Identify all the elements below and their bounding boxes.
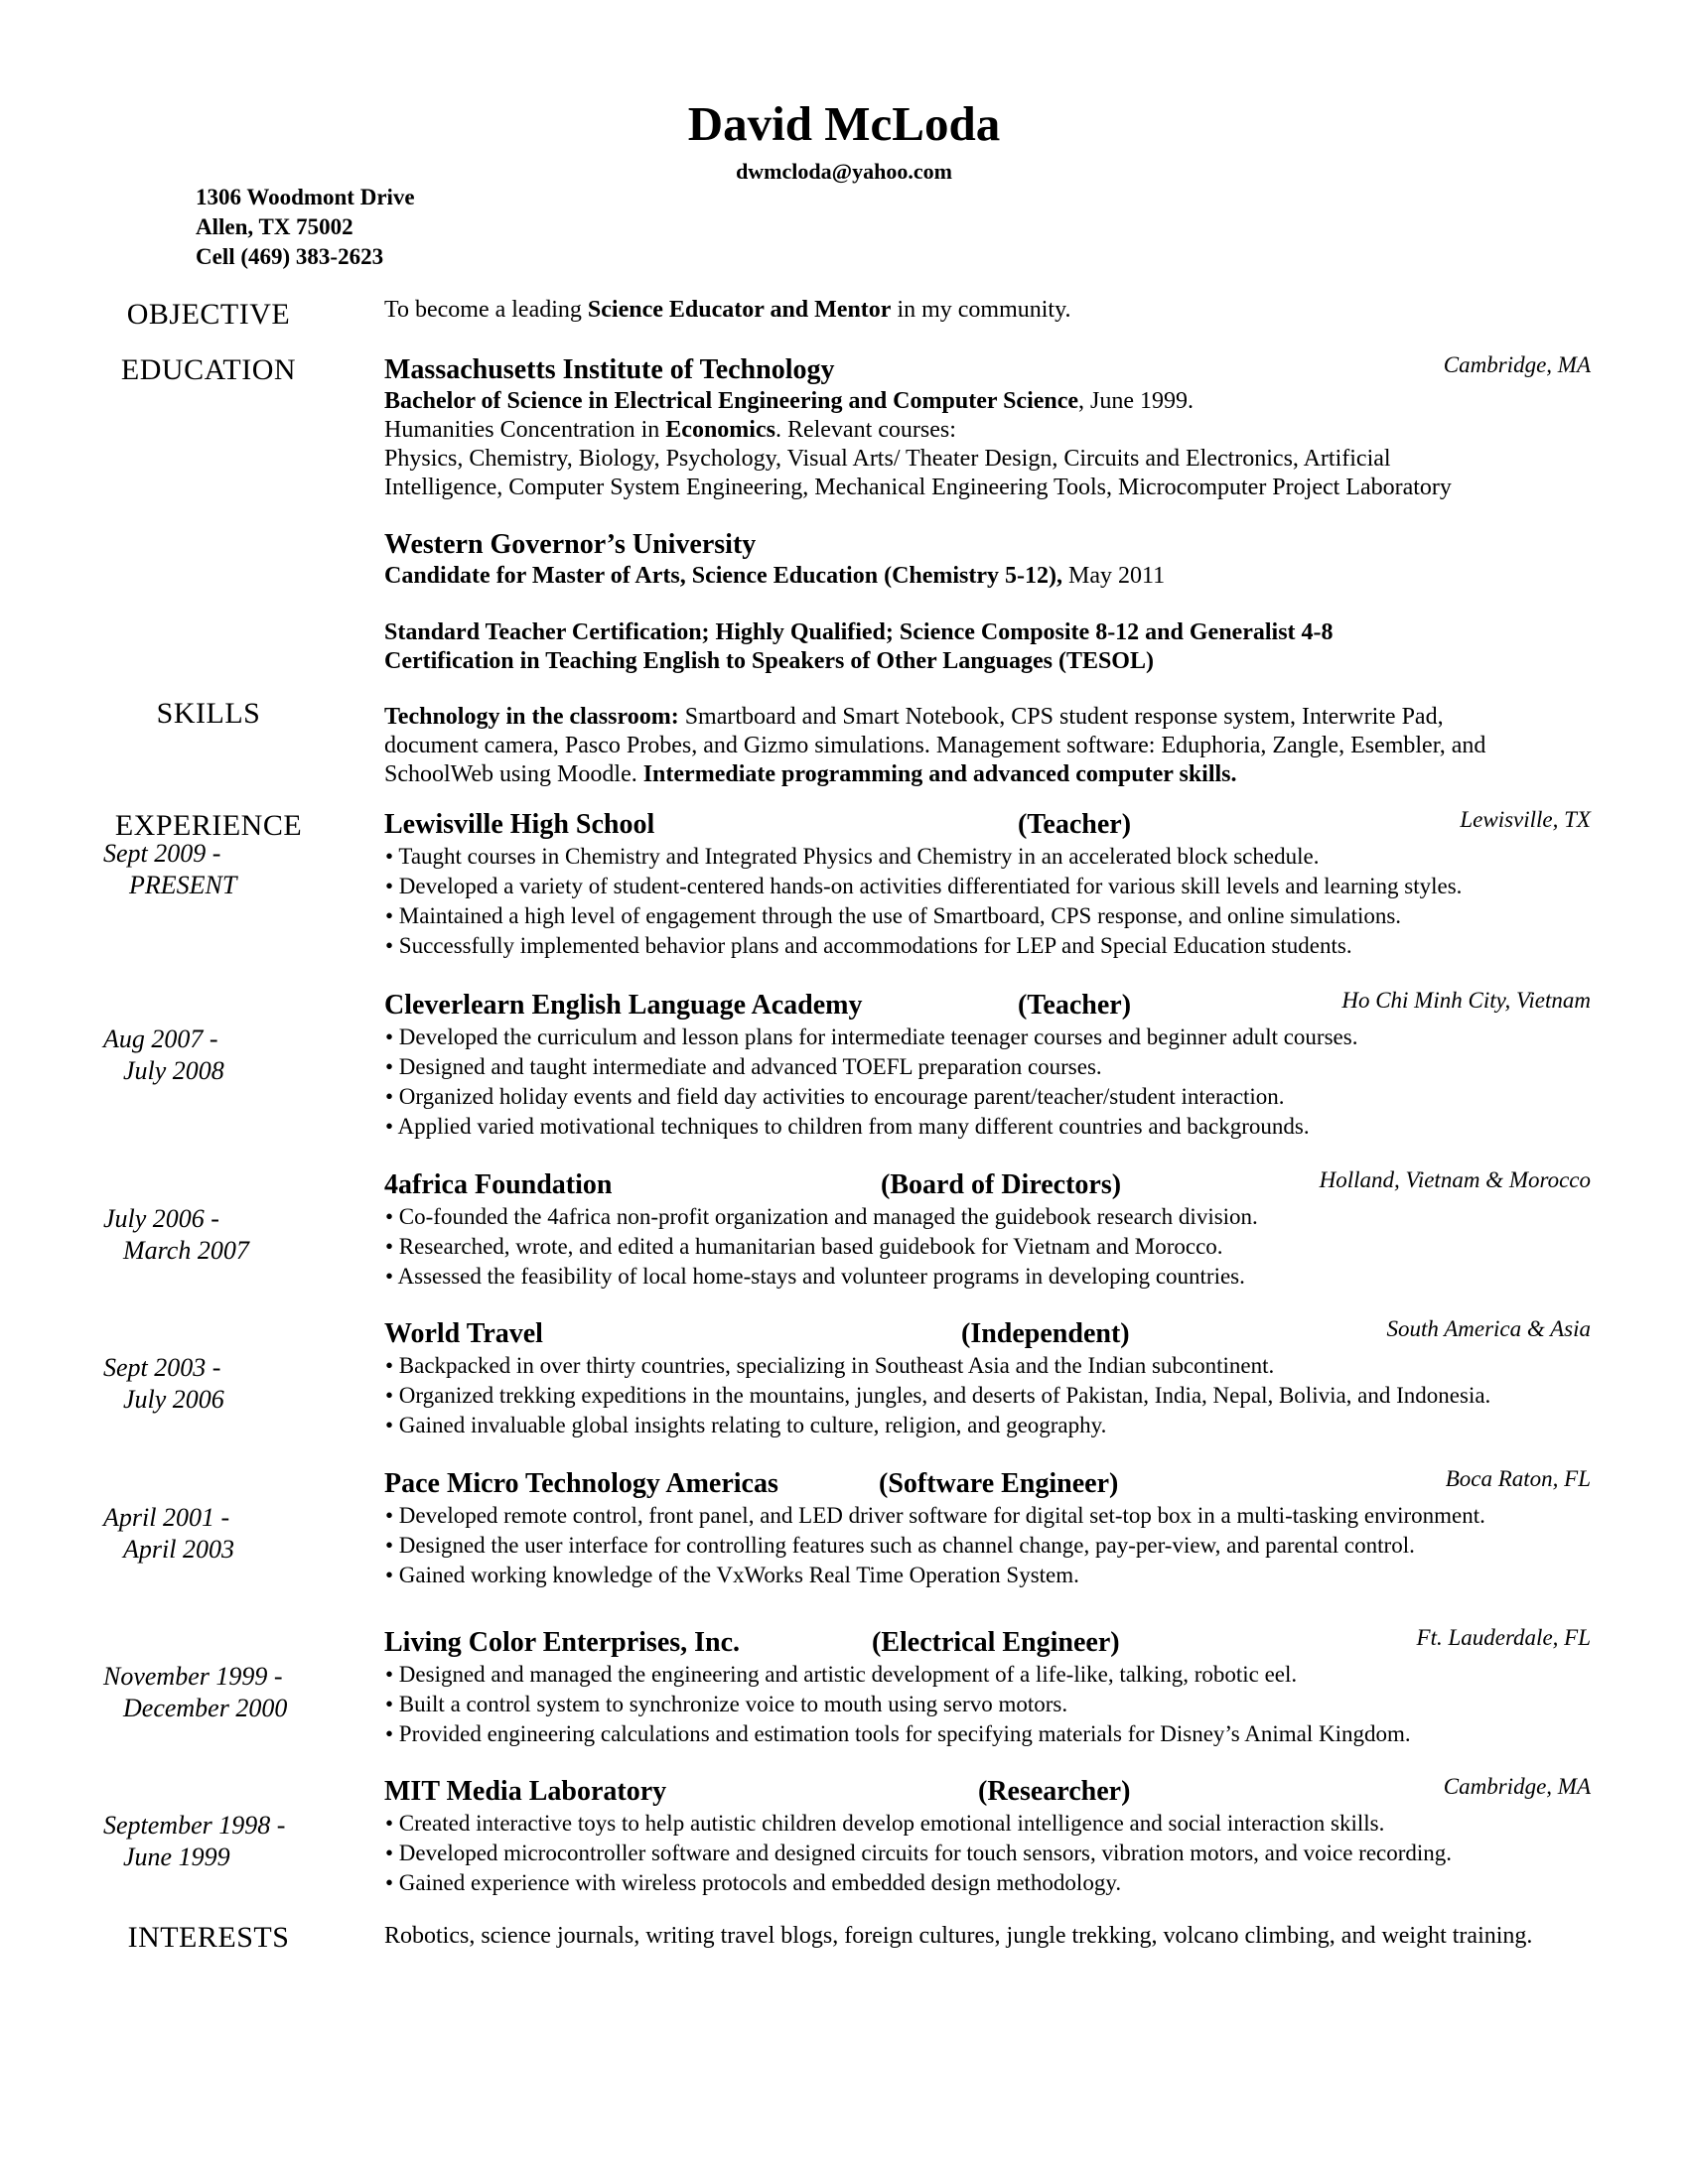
job-date-end: March 2007 — [123, 1236, 249, 1265]
job-bullet: • Gained working knowledge of the VxWorks Real Time Operation System. — [385, 1563, 1079, 1587]
job-location: Ho Chi Minh City, Vietnam — [1341, 988, 1591, 1013]
address-line-1: 1306 Woodmont Drive — [196, 185, 415, 209]
interests-text: Robotics, science journals, writing travel blogs, foreign cultures, jungle trekking, volcano climbing, and weight training. — [384, 1923, 1533, 1949]
job-role: (Teacher) — [1018, 809, 1132, 840]
job-location: Holland, Vietnam & Morocco — [1319, 1167, 1591, 1192]
job-bullet: • Developed microcontroller software and designed circuits for touch sensors, vibration motors, and voice recording. — [385, 1841, 1453, 1865]
phone-number: Cell (469) 383-2623 — [196, 244, 384, 269]
job-date-start: Sept 2003 - — [103, 1353, 221, 1382]
education-degree-wgu: Candidate for Master of Arts, Science Education (Chemistry 5-12), May 2011 — [384, 563, 1166, 589]
job-date-start: July 2006 - — [103, 1204, 219, 1233]
job-bullet: • Created interactive toys to help autistic children develop emotional intelligence and social interaction skills. — [385, 1811, 1385, 1836]
job-company: MIT Media Laboratory — [384, 1776, 667, 1807]
job-location: Ft. Lauderdale, FL — [1416, 1625, 1591, 1650]
education-courses-line-1: Physics, Chemistry, Biology, Psychology, Visual Arts/ Theater Design, Circuits and Electronics, Artificial — [384, 446, 1391, 472]
certification-2: Certification in Teaching English to Speakers of Other Languages (TESOL) — [384, 648, 1154, 674]
job-bullet: • Successfully implemented behavior plans and accommodations for LEP and Special Education students. — [385, 933, 1352, 958]
job-bullet: • Maintained a high level of engagement through the use of Smartboard, CPS response, and online simulations. — [385, 903, 1402, 928]
education-school-wgu: Western Governor’s University — [384, 529, 757, 560]
job-bullet: • Developed a variety of student-centered hands-on activities differentiated for various skill levels and learning styles. — [385, 874, 1463, 898]
education-location-mit: Cambridge, MA — [1443, 352, 1591, 377]
education-courses-line-2: Intelligence, Computer System Engineering, Mechanical Engineering Tools, Microcomputer Project Laboratory — [384, 475, 1452, 500]
skills-line-3: SchoolWeb using Moodle. Intermediate programming and advanced computer skills. — [384, 761, 1237, 787]
job-date-end: PRESENT — [129, 871, 237, 899]
job-bullet: • Designed and managed the engineering and artistic development of a life-like, talking, robotic eel. — [385, 1662, 1298, 1687]
job-date-start: November 1999 - — [103, 1662, 283, 1691]
section-experience: EXPERIENCE — [114, 809, 303, 842]
skills-line-2: document camera, Pasco Probes, and Gizmo simulations. Management software: Eduphoria, Zangle, Esembler, and — [384, 733, 1486, 758]
job-date-end: July 2006 — [123, 1385, 224, 1414]
job-role: (Independent) — [961, 1318, 1130, 1349]
job-company: Pace Micro Technology Americas — [384, 1468, 778, 1499]
job-role: (Electrical Engineer) — [872, 1627, 1120, 1658]
section-skills: SKILLS — [156, 697, 261, 730]
skills-line-1: Technology in the classroom: Smartboard and Smart Notebook, CPS student response system, Interwrite Pad, — [384, 704, 1444, 730]
job-location: South America & Asia — [1386, 1316, 1591, 1341]
job-location: Cambridge, MA — [1443, 1774, 1591, 1799]
certification-1: Standard Teacher Certification; Highly Qualified; Science Composite 8-12 and Generalist 4-8 — [384, 619, 1334, 645]
job-date-end: July 2008 — [123, 1056, 224, 1085]
job-bullet: • Developed remote control, front panel, and LED driver software for digital set-top box in a multi-tasking environment. — [385, 1503, 1485, 1528]
job-role: (Software Engineer) — [879, 1468, 1119, 1499]
job-bullet: • Provided engineering calculations and estimation tools for specifying materials for Disney’s Animal Kingdom. — [385, 1721, 1411, 1746]
job-bullet: • Built a control system to synchronize voice to mouth using servo motors. — [385, 1692, 1068, 1716]
job-bullet: • Backpacked in over thirty countries, specializing in Southeast Asia and the Indian subcontinent. — [385, 1353, 1275, 1378]
job-bullet: • Organized trekking expeditions in the mountains, jungles, and deserts of Pakistan, India, Nepal, Bolivia, and Indonesia. — [385, 1383, 1491, 1408]
job-location: Lewisville, TX — [1460, 807, 1591, 832]
address-line-2: Allen, TX 75002 — [196, 214, 353, 239]
job-bullet: • Applied varied motivational techniques to children from many different countries and backgrounds. — [385, 1114, 1310, 1139]
job-bullet: • Designed and taught intermediate and advanced TOEFL preparation courses. — [385, 1054, 1102, 1079]
job-date-start: April 2001 - — [103, 1503, 230, 1532]
email-address: dwmcloda@yahoo.com — [736, 159, 952, 184]
education-humanities: Humanities Concentration in Economics. Relevant courses: — [384, 417, 956, 443]
section-objective: OBJECTIVE — [126, 298, 291, 331]
job-date-end: June 1999 — [123, 1843, 230, 1871]
job-bullet: • Organized holiday events and field day activities to encourage parent/teacher/student interaction. — [385, 1084, 1285, 1109]
job-bullet: • Gained experience with wireless protocols and embedded design methodology. — [385, 1870, 1122, 1895]
job-date-start: September 1998 - — [103, 1811, 286, 1840]
job-date-start: Sept 2009 - — [103, 839, 221, 868]
job-date-start: Aug 2007 - — [103, 1024, 218, 1053]
job-company: 4africa Foundation — [384, 1169, 613, 1200]
job-bullet: • Designed the user interface for controlling features such as channel change, pay-per-view, and parental control. — [385, 1533, 1415, 1558]
job-company: Cleverlearn English Language Academy — [384, 990, 863, 1021]
job-bullet: • Gained invaluable global insights relating to culture, religion, and geography. — [385, 1413, 1107, 1437]
job-date-end: December 2000 — [123, 1694, 288, 1722]
job-location: Boca Raton, FL — [1445, 1466, 1591, 1491]
job-bullet: • Assessed the feasibility of local home-stays and volunteer programs in developing countries. — [385, 1264, 1245, 1289]
job-company: Lewisville High School — [384, 809, 655, 840]
section-education: EDUCATION — [120, 353, 297, 386]
job-date-end: April 2003 — [123, 1535, 234, 1564]
objective-text: To become a leading Science Educator and Mentor in my community. — [384, 297, 1071, 323]
job-bullet: • Researched, wrote, and edited a humanitarian based guidebook for Vietnam and Morocco. — [385, 1234, 1223, 1259]
section-interests: INTERESTS — [127, 1921, 290, 1954]
job-company: World Travel — [384, 1318, 543, 1349]
job-role: (Board of Directors) — [881, 1169, 1122, 1200]
resume-name: David McLoda — [687, 96, 1001, 151]
education-school-mit: Massachusetts Institute of Technology — [384, 354, 835, 385]
job-role: (Researcher) — [978, 1776, 1131, 1807]
job-bullet: • Taught courses in Chemistry and Integrated Physics and Chemistry in an accelerated block schedule. — [385, 844, 1320, 869]
job-company: Living Color Enterprises, Inc. — [384, 1627, 741, 1658]
job-role: (Teacher) — [1018, 990, 1132, 1021]
job-bullet: • Developed the curriculum and lesson plans for intermediate teenager courses and beginner adult courses. — [385, 1024, 1358, 1049]
education-degree-mit: Bachelor of Science in Electrical Engineering and Computer Science, June 1999. — [384, 388, 1195, 414]
job-bullet: • Co-founded the 4africa non-profit organization and managed the guidebook research division. — [385, 1204, 1258, 1229]
